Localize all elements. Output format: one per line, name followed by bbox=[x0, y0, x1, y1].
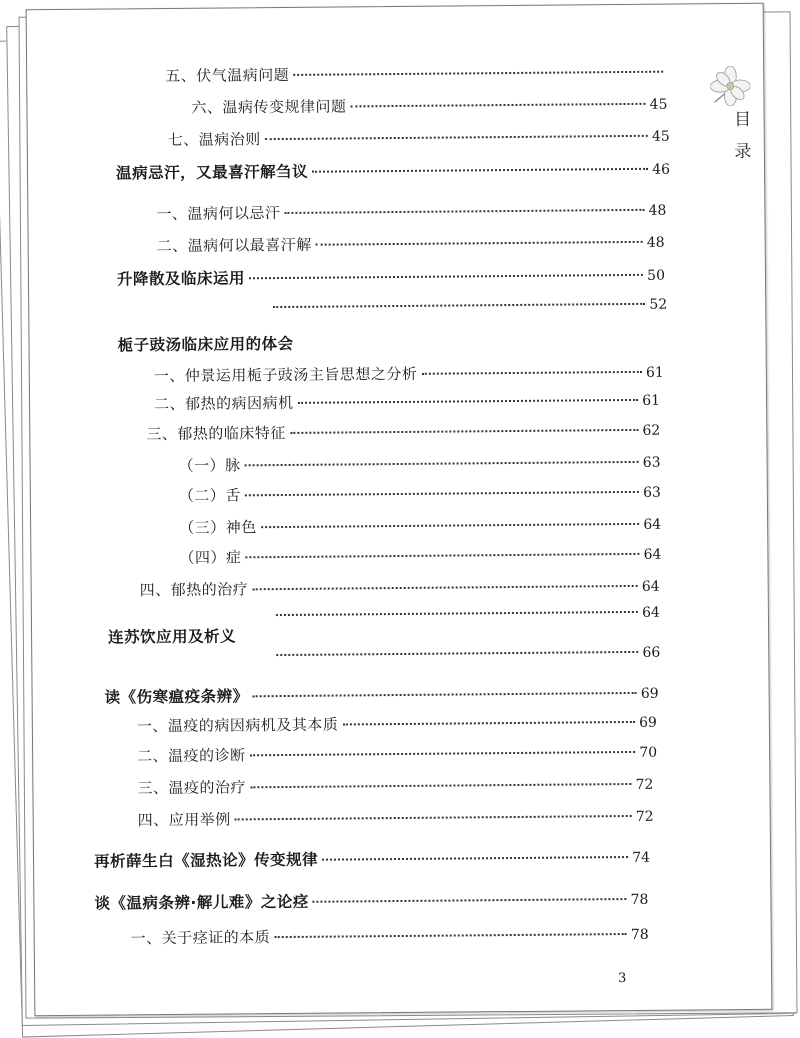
toc-entry-title: 栀子豉汤临床应用的体会 bbox=[117, 334, 294, 355]
toc-entry[interactable] bbox=[157, 231, 665, 256]
toc-entry[interactable] bbox=[179, 481, 661, 506]
page-number: 3 bbox=[618, 971, 627, 987]
toc-page bbox=[26, 3, 773, 1016]
toc-entry-title: 连苏饮应用及析义 bbox=[108, 627, 237, 647]
toc-entry-title: 四、郁热的治疗 bbox=[139, 580, 249, 600]
toc-leader-dots bbox=[298, 399, 639, 404]
toc-entry-page: 74 bbox=[632, 849, 651, 866]
toc-entry-page: 63 bbox=[642, 454, 661, 471]
toc-leader-dots bbox=[276, 651, 638, 656]
toc-entry-page: 48 bbox=[648, 202, 667, 219]
toc-entry[interactable] bbox=[156, 199, 666, 224]
toc-entry[interactable] bbox=[191, 93, 667, 118]
toc-entry[interactable] bbox=[168, 125, 670, 150]
toc-entry-page: 64 bbox=[642, 604, 660, 621]
toc-entry-page: 72 bbox=[635, 808, 654, 825]
toc-entry-title: 六、温病传变规律问题 bbox=[191, 97, 347, 117]
toc-entry[interactable] bbox=[272, 645, 660, 664]
toc-entry-page: 52 bbox=[649, 296, 668, 313]
toc-entry[interactable] bbox=[137, 711, 657, 737]
toc-entry-title: 二、温疫的诊断 bbox=[137, 746, 246, 766]
toc-entry-title: 二、温病何以最喜汗解 bbox=[156, 235, 312, 256]
toc-entry-page: 62 bbox=[642, 422, 661, 439]
toc-leader-dots bbox=[342, 721, 635, 726]
toc-entry-title: 读《伤寒瘟疫条辨》 bbox=[104, 687, 249, 707]
toc-entry[interactable] bbox=[269, 297, 667, 316]
toc-leader-dots bbox=[245, 491, 639, 496]
toc-leader-dots bbox=[350, 103, 645, 108]
toc-leader-dots bbox=[245, 461, 639, 466]
toc-entry-page: 78 bbox=[630, 891, 649, 908]
toc-leader-dots bbox=[293, 71, 663, 76]
toc-leader-dots bbox=[421, 371, 642, 375]
toc-entry-title: 三、郁热的临床特征 bbox=[146, 423, 286, 444]
toc-leader-dots bbox=[250, 783, 632, 788]
toc-entry[interactable] bbox=[179, 451, 661, 476]
toc-entry[interactable] bbox=[137, 741, 657, 767]
toc-entry[interactable] bbox=[137, 773, 653, 799]
toc-leader-dots bbox=[252, 585, 638, 590]
toc-leader-dots bbox=[250, 751, 636, 756]
toc-entry-title: （一）脉 bbox=[178, 456, 241, 475]
toc-entry-page: 48 bbox=[646, 234, 665, 251]
toc-entry-page: 66 bbox=[642, 644, 661, 661]
toc-entry-title: 温病忌汗，又最喜汗解刍议 bbox=[115, 162, 309, 183]
toc-entry-page: 45 bbox=[649, 96, 668, 113]
toc-entry-page: 61 bbox=[642, 392, 661, 409]
toc-entry[interactable] bbox=[94, 887, 648, 914]
toc-entry-title: 一、仲景运用栀子豉汤主旨思想之分析 bbox=[153, 364, 418, 386]
toc-leader-dots bbox=[312, 168, 648, 173]
toc-entry[interactable] bbox=[140, 575, 660, 601]
toc-entry-title: 一、温疫的病因病机及其本质 bbox=[136, 715, 339, 736]
toc-leader-dots bbox=[245, 553, 639, 558]
toc-entry-title: 再析薛生白《湿热论》传变规律 bbox=[93, 850, 319, 871]
toc-entry[interactable] bbox=[179, 513, 661, 538]
toc-entry-title: （三）神色 bbox=[179, 518, 257, 537]
toc-entry-title: （四）症 bbox=[179, 548, 242, 567]
toc-entry-page: 46 bbox=[652, 161, 671, 178]
toc-entry-title: 二、郁热的病因病机 bbox=[153, 393, 294, 414]
toc-entry-page: 50 bbox=[647, 267, 666, 284]
toc-entry[interactable] bbox=[131, 923, 649, 949]
toc-entry[interactable] bbox=[108, 621, 662, 648]
toc-entry[interactable] bbox=[117, 263, 665, 290]
toc-leader-dots bbox=[274, 933, 627, 938]
toc-leader-dots bbox=[249, 274, 643, 279]
toc-entry[interactable] bbox=[154, 361, 664, 386]
toc-entry-title: 谈《温病条辨·解儿难》之论痉 bbox=[94, 892, 309, 913]
toc-entry[interactable] bbox=[105, 681, 659, 708]
toc-leader-dots bbox=[265, 135, 648, 140]
toc-entry-page: 78 bbox=[630, 926, 649, 943]
toc-entry-page: 63 bbox=[642, 484, 661, 501]
toc-entry[interactable] bbox=[94, 845, 650, 872]
toc-entry[interactable] bbox=[146, 419, 660, 444]
toc-entry[interactable] bbox=[165, 61, 667, 86]
toc-leader-dots bbox=[313, 898, 627, 903]
side-label-char-2: 录 bbox=[734, 141, 752, 163]
toc-leader-dots bbox=[273, 303, 645, 308]
toc-entry-title: 升降散及临床运用 bbox=[116, 269, 246, 289]
toc-leader-dots bbox=[253, 692, 637, 697]
toc-leader-dots bbox=[322, 856, 628, 861]
toc-leader-dots bbox=[284, 209, 644, 214]
toc-entry-title: 五、伏气温病问题 bbox=[165, 65, 290, 86]
toc-leader-dots bbox=[316, 241, 643, 246]
toc-entry-title: （二）舌 bbox=[178, 486, 241, 505]
toc-entry-page: 61 bbox=[645, 364, 664, 381]
toc-entry-title: 一、关于痉证的本质 bbox=[130, 928, 271, 948]
toc-entry-page: 45 bbox=[651, 128, 670, 145]
toc-entry-page: 64 bbox=[641, 578, 660, 595]
toc-entry-page: 69 bbox=[638, 714, 657, 731]
toc-entry-title: 七、温病治则 bbox=[167, 130, 261, 150]
toc-list bbox=[27, 4, 772, 1015]
toc-leader-dots bbox=[290, 429, 639, 434]
toc-entry[interactable] bbox=[154, 389, 660, 414]
toc-entry-title: 三、温疫的治疗 bbox=[137, 778, 247, 798]
side-label-char-1: 目 bbox=[734, 109, 752, 131]
toc-leader-dots bbox=[235, 815, 632, 820]
toc-entry-title: 四、应用举例 bbox=[137, 810, 231, 830]
toc-entry-page: 69 bbox=[640, 685, 659, 702]
toc-entry-page: 72 bbox=[635, 776, 654, 793]
toc-entry[interactable] bbox=[116, 157, 670, 184]
toc-entry-title: 一、温病何以忌汗 bbox=[156, 204, 281, 224]
toc-entry[interactable] bbox=[179, 543, 661, 568]
toc-entry-page: 64 bbox=[643, 546, 662, 563]
toc-entry-page: 70 bbox=[639, 744, 658, 761]
toc-leader-dots bbox=[276, 611, 638, 616]
toc-leader-dots bbox=[261, 523, 640, 528]
toc-entry-page: 64 bbox=[643, 516, 662, 533]
toc-entry[interactable] bbox=[138, 805, 654, 831]
toc-entry[interactable] bbox=[117, 329, 659, 356]
